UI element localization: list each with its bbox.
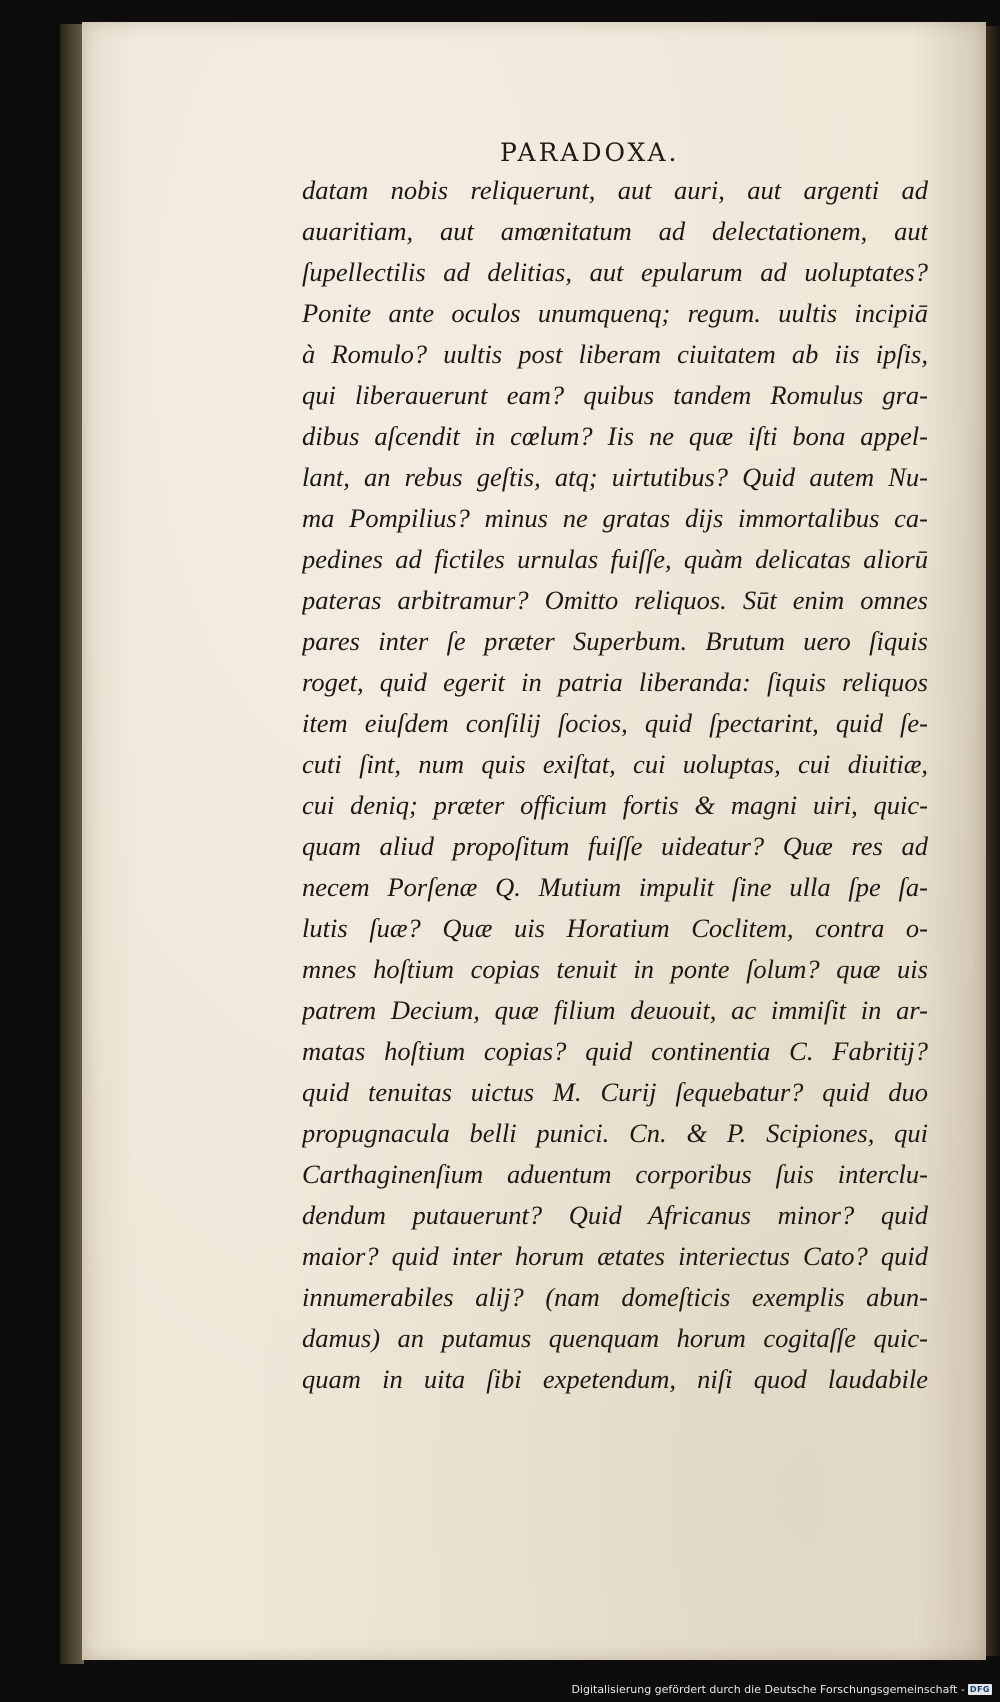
body-text <box>302 170 928 1400</box>
text-line: matas hoſtium copias? quid continentia C. Fabritij? <box>302 1036 928 1066</box>
text-line: quam in uita ſibi expetendum, niſi quod laudabile <box>302 1364 928 1394</box>
text-line: qui liberauerunt eam? quibus tandem Romulus gra- <box>302 380 928 410</box>
running-head: PARADOXA. <box>500 138 680 167</box>
text-line: propugnacula belli punici. Cn. & P. Scipiones, qui <box>302 1118 928 1148</box>
text-line: lant, an rebus geſtis, atq; uirtutibus? Quid autem Nu- <box>302 462 928 492</box>
text-line: quid tenuitas uictus M. Curij ſequebatur? quid duo <box>302 1077 928 1107</box>
text-line: pedines ad fictiles urnulas fuiſſe, quàm delicatas aliorū <box>302 544 928 574</box>
text-line: patrem Decium, quæ filium deuouit, ac immiſit in ar- <box>302 995 928 1025</box>
text-line: ſupellectilis ad delitias, aut epularum ad uoluptates? <box>302 257 928 287</box>
text-line: item eiuſdem conſilij ſocios, quid ſpectarint, quid ſe- <box>302 708 928 738</box>
text-line: auaritiam, aut amœnitatum ad delectationem, aut <box>302 216 928 246</box>
text-line: roget, quid egerit in patria liberanda: ſiquis reliquos <box>302 667 928 697</box>
text-line: necem Porſenæ Q. Mutium impulit ſine ulla ſpe ſa- <box>302 872 928 902</box>
text-line: pares inter ſe præter Superbum. Brutum uero ſiquis <box>302 626 928 656</box>
text-line: mnes hoſtium copias tenuit in ponte ſolum? quæ uis <box>302 954 928 984</box>
credit-text: Digitalisierung gefördert durch die Deutsche Forschungsgemeinschaft - <box>571 1683 965 1696</box>
text-line: quam aliud propoſitum fuiſſe uideatur? Quæ res ad <box>302 831 928 861</box>
text-line: cuti ſint, num quis exiſtat, cui uoluptas, cui diuitiæ, <box>302 749 928 779</box>
text-line: datam nobis reliquerunt, aut auri, aut argenti ad <box>302 175 928 205</box>
text-line: maior? quid inter horum ætates interiectus Cato? quid <box>302 1241 928 1271</box>
text-line: dendum putauerunt? Quid Africanus minor? quid <box>302 1200 928 1230</box>
digitization-credit <box>571 1683 992 1696</box>
text-line: lutis ſuæ? Quæ uis Horatium Coclitem, contra o- <box>302 913 928 943</box>
text-line: à Romulo? uultis post liberam ciuitatem ab iis ipſis, <box>302 339 928 369</box>
text-line: Ponite ante oculos unumquenq; regum. uultis incipiā <box>302 298 928 328</box>
text-line: Carthaginenſium aduentum corporibus ſuis interclu- <box>302 1159 928 1189</box>
page-gutter-shadow <box>60 24 84 1664</box>
text-line: dibus aſcendit in cœlum? Iis ne quæ iſti bona appel- <box>302 421 928 451</box>
text-line: damus) an putamus quenquam horum cogitaſſe quic- <box>302 1323 928 1353</box>
text-line: innumerabiles alij? (nam domeſticis exemplis abun- <box>302 1282 928 1312</box>
text-line: ma Pompilius? minus ne gratas dijs immortalibus ca- <box>302 503 928 533</box>
page-edge <box>986 26 1000 1656</box>
text-line: cui deniq; præter officium fortis & magni uiri, quic- <box>302 790 928 820</box>
dfg-logo-icon: DFG <box>969 1685 990 1694</box>
text-line: pateras arbitramur? Omitto reliquos. Sūt enim omnes <box>302 585 928 615</box>
